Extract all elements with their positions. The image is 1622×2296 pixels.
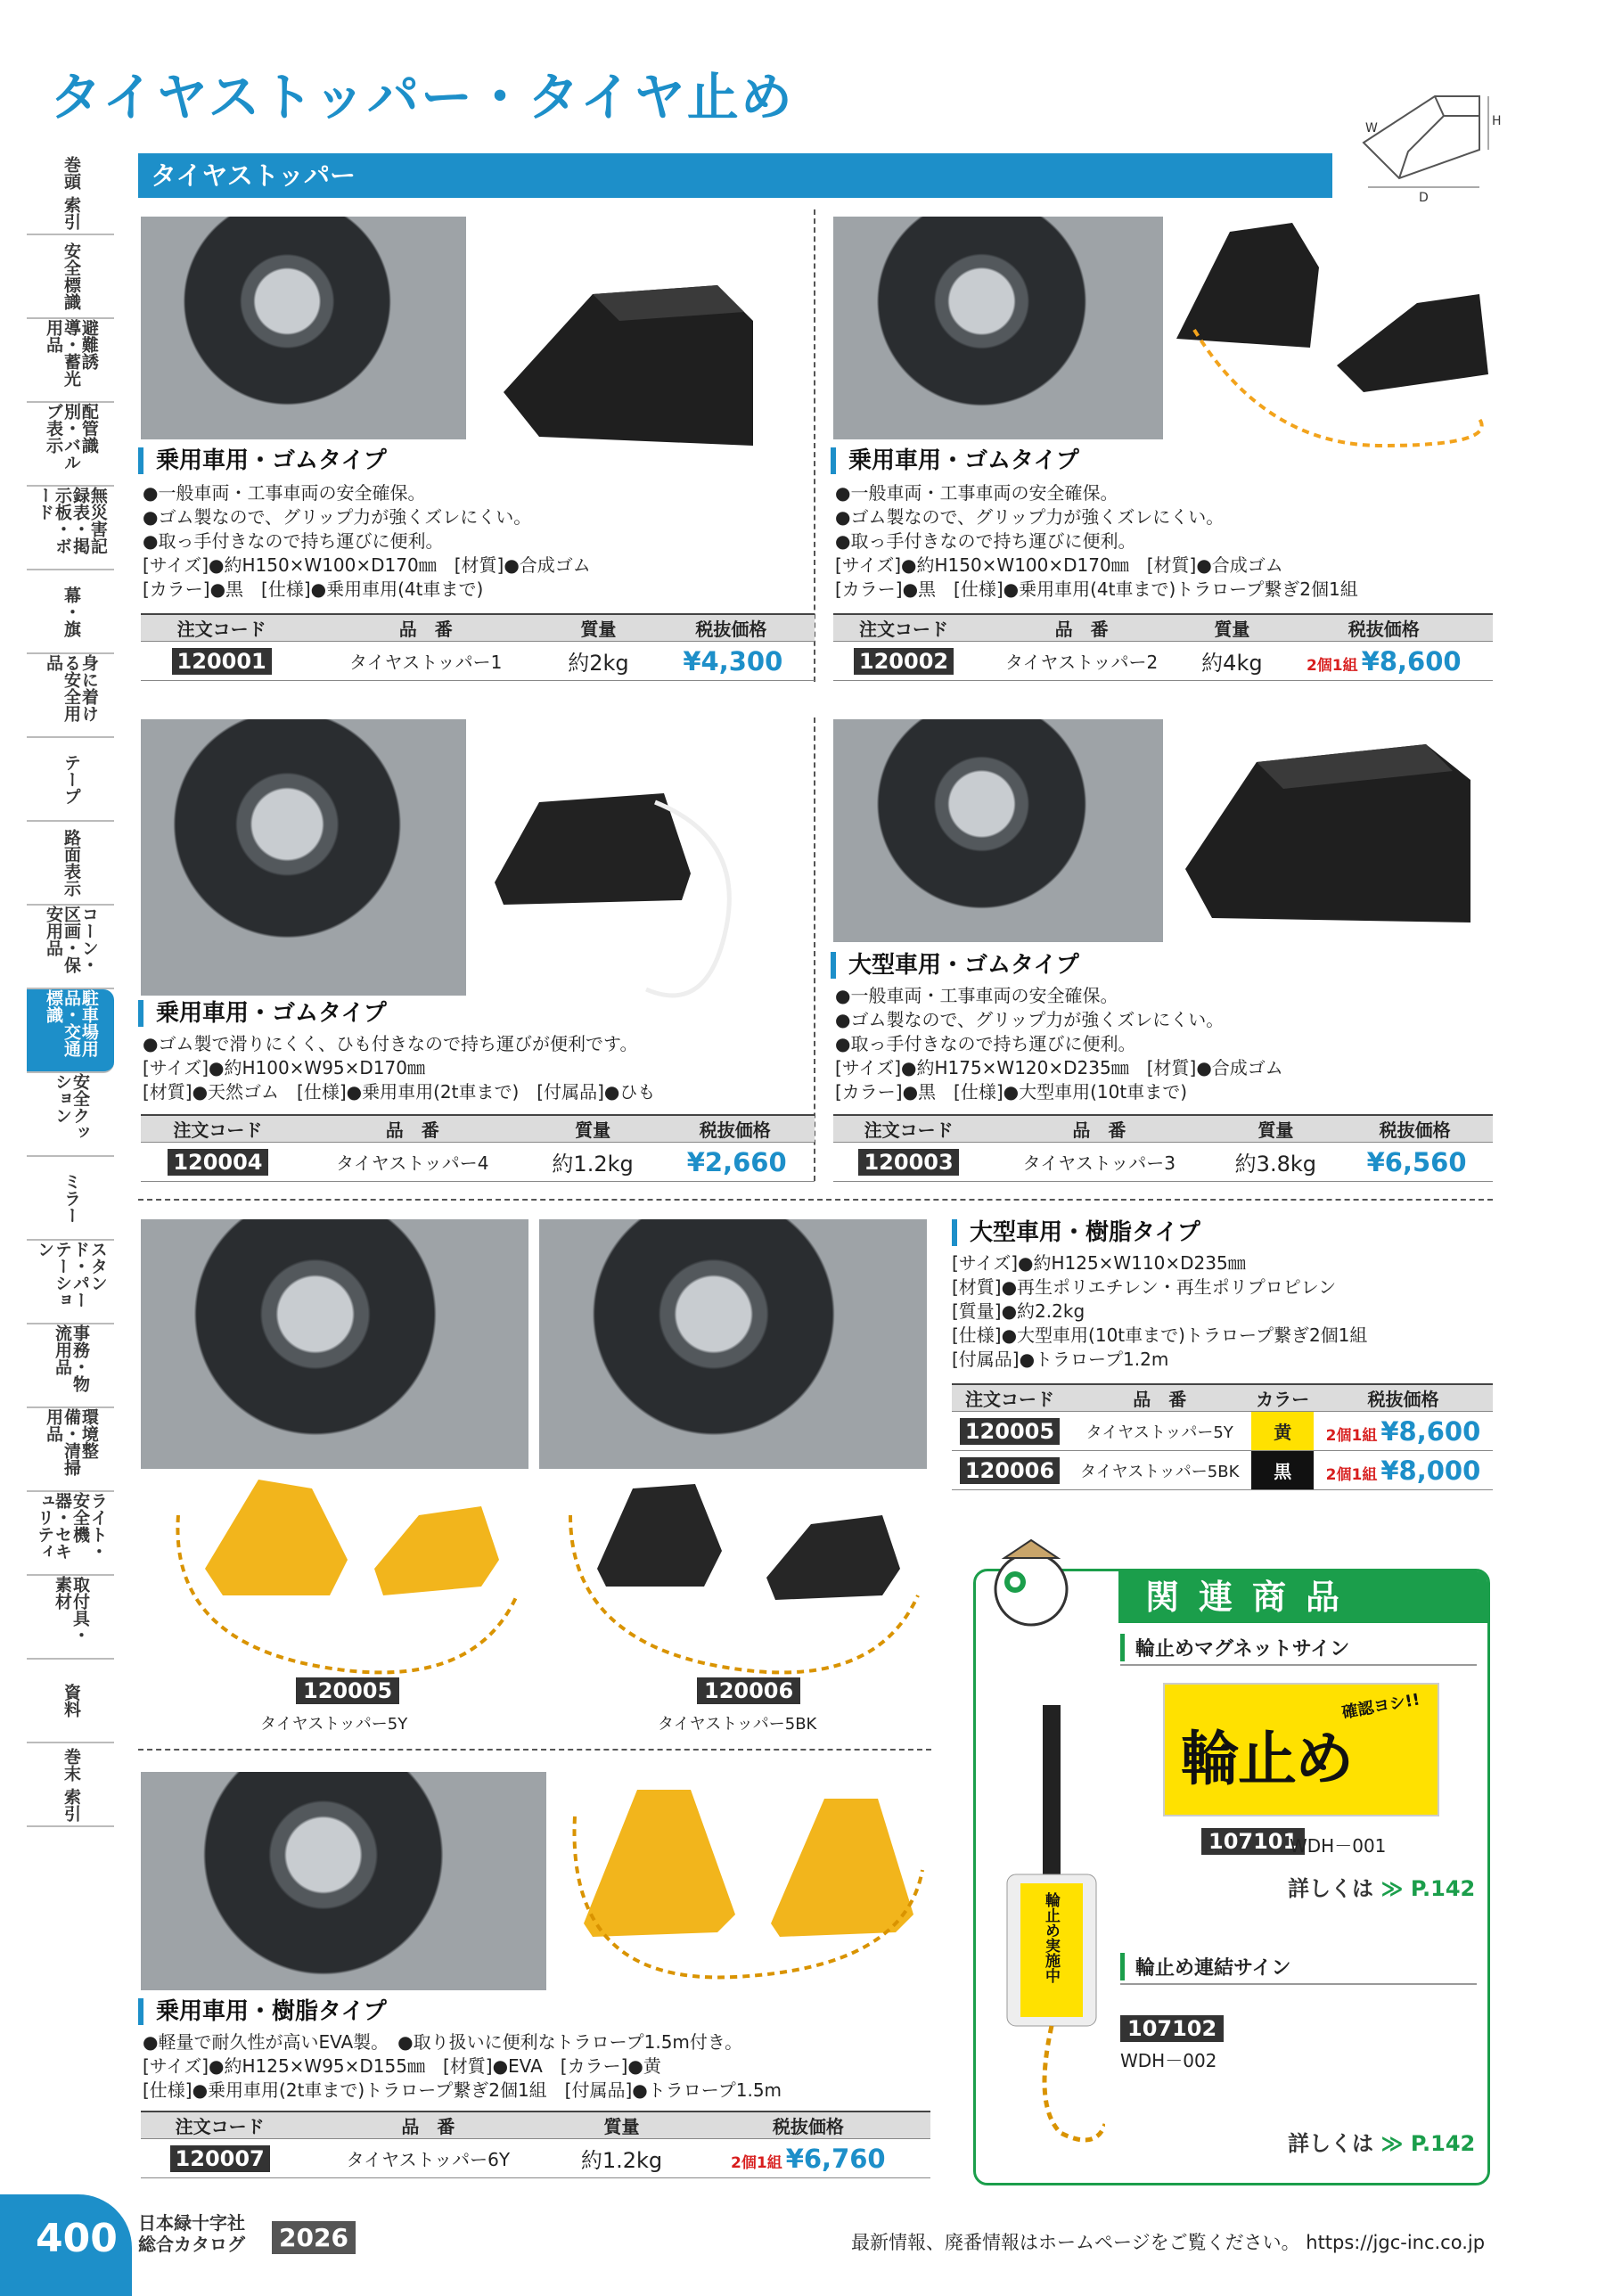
side-index-item[interactable]: 路面表示 <box>27 822 114 906</box>
product-title: 乗用車用・ゴムタイプ <box>831 447 1079 474</box>
company-name: 日本緑十字社 総合カタログ <box>138 2212 245 2255</box>
side-index-item[interactable]: ライト・安全機器・セキュリティ <box>27 1492 114 1576</box>
product-description: ●一般車両・工事車両の安全確保。 ●ゴム製なので、グリップ力が強くズレにくい。 ●取っ手付きなので持ち運びに便利。 [サイズ]●約H150×W100×D170㎜ [材質]●合成ゴム [カラー]●黒 [仕様]●乗用車用(4t車まで) <box>143 482 591 600</box>
diagram-h-label: H <box>1492 114 1502 128</box>
product-table: 注文コード 品 番 カラー 税抜価格 120005 タイヤストッパー5Y 黄 2個1組 ¥8,600 120006 タイヤストッパー5BK 黒 2個1組 ¥8,000 <box>952 1383 1493 1490</box>
side-index <box>27 152 114 1827</box>
sign-badge: 確認ヨシ!! <box>1340 1690 1421 1723</box>
table-row: 120007 タイヤストッパー6Y 約1.2kg 2個1組 ¥6,760 <box>141 2139 930 2178</box>
footer-note: 最新情報、廃番情報はホームページをご覧ください。 https://jgc-inc.co.jp <box>851 2232 1486 2253</box>
section-band: タイヤストッパー <box>138 153 1332 198</box>
side-index-item[interactable]: 資料 <box>27 1660 114 1743</box>
product-photo <box>544 1462 936 1693</box>
divider <box>814 209 815 682</box>
product-code-tag: 107101 <box>1201 1828 1305 1855</box>
product-description: ●一般車両・工事車両の安全確保。 ●ゴム製なので、グリップ力が強くズレにくい。 ●取っ手付きなので持ち運びに便利。 [サイズ]●約H175×W120×D235㎜ [材質]●合成ゴム [カラー]●黒 [仕様]●大型車用(10t車まで) <box>835 985 1283 1103</box>
product-title: 乗用車用・ゴムタイプ <box>138 447 387 474</box>
side-index-item[interactable]: テープ <box>27 738 114 822</box>
product-photo-mounted <box>539 1219 927 1469</box>
side-index-item[interactable]: 無災害記録表・掲示板・ボード <box>27 487 114 570</box>
side-index-item[interactable]: 配管識別・バルブ表示 <box>27 403 114 487</box>
divider <box>1120 1983 1477 1985</box>
product-table: 注文コード 品 番 質量 税抜価格 120002 タイヤストッパー2 約4kg 2個1組 ¥8,600 <box>833 613 1493 681</box>
side-index-item[interactable]: 巻末 索引 <box>27 1743 114 1827</box>
related-heading: 関連商品 <box>1118 1571 1487 1623</box>
divider <box>138 1749 931 1751</box>
product-photo-mounted <box>833 719 1163 942</box>
side-index-item[interactable]: 事務・物流用品 <box>27 1324 114 1408</box>
side-index-item-active[interactable]: 駐車場用品・交通標識 <box>27 989 114 1073</box>
product-code-tag: 107102 <box>1120 2015 1224 2042</box>
product-table: 注文コード 品 番 質量 税抜価格 120001 タイヤストッパー1 約2kg ¥4,300 <box>141 613 815 681</box>
divider <box>138 1199 1493 1201</box>
diagram-w-label: W <box>1365 121 1378 135</box>
product-table: 注文コード 品 番 質量 税抜価格 120004 タイヤストッパー4 約1.2kg ¥2,660 <box>141 1114 815 1182</box>
product-photo <box>486 267 780 455</box>
table-row: 120001 タイヤストッパー1 約2kg ¥4,300 <box>141 642 815 681</box>
table-row: 120004 タイヤストッパー4 約1.2kg ¥2,660 <box>141 1143 815 1182</box>
product-description: ●一般車両・工事車両の安全確保。 ●ゴム製なので、グリップ力が強くズレにくい。 ●取っ手付きなので持ち運びに便利。 [サイズ]●約H150×W100×D170㎜ [材質]●合成ゴム [カラー]●黒 [仕様]●乗用車用(4t車まで)トラロープ繋ぎ2個1組 <box>835 482 1358 600</box>
product-code-tag: 120005 <box>296 1677 399 1704</box>
see-more-link[interactable]: 詳しくは ≫ P.142 <box>1288 2131 1476 2156</box>
table-row: 120003 タイヤストッパー3 約3.8kg ¥6,560 <box>833 1143 1493 1182</box>
divider <box>1120 1664 1477 1666</box>
side-index-item[interactable]: 身に着ける安全用品 <box>27 654 114 738</box>
page-title: タイヤストッパー・タイヤ止め <box>50 67 794 127</box>
product-name-label: タイヤストッパー5BK <box>658 1715 817 1734</box>
product-photo-mounted <box>141 1772 546 1990</box>
product-photo <box>1159 214 1497 508</box>
catalog-year: 2026 <box>272 2221 356 2254</box>
side-index-item[interactable]: 巻頭 索引 <box>27 152 114 235</box>
side-index-item[interactable]: 避難誘導・蓄光用品 <box>27 319 114 403</box>
product-photo-mounted <box>141 217 466 439</box>
side-index-item[interactable]: 安全標識 <box>27 235 114 319</box>
diagram-d-label: D <box>1419 191 1429 205</box>
product-description: ●軽量で耐久性が高いEVA製。 ●取り扱いに便利なトラロープ1.5m付き。 [サイズ]●約H125×W95×D155㎜ [材質]●EVA [カラー]●黄 [仕様]●乗用車用(2t車まで)トラロープ繋ぎ2個1組 [付属品]●トラロープ1.5m <box>143 2031 782 2101</box>
product-model-label: WDH－002 <box>1120 2050 1217 2071</box>
chain-sign-text: 輪止め実施中 <box>1042 1892 1060 1983</box>
product-table: 注文コード 品 番 質量 税抜価格 120007 タイヤストッパー6Y 約1.2kg 2個1組 ¥6,760 <box>141 2111 930 2178</box>
magnet-sign: 輪止め 確認ヨシ!! <box>1163 1683 1439 1816</box>
dimension-diagram <box>1346 80 1506 205</box>
related-item-title: 輪止め連結サイン <box>1120 1953 1290 1980</box>
related-products-box <box>973 1569 1490 2185</box>
table-row: 120002 タイヤストッパー2 約4kg 2個1組 ¥8,600 <box>833 642 1493 681</box>
side-index-item[interactable]: コーン・区画・保安用品 <box>27 906 114 989</box>
see-more-link[interactable]: 詳しくは ≫ P.142 <box>1288 1876 1476 1901</box>
product-photo <box>143 1462 535 1693</box>
product-name-label: タイヤストッパー5Y <box>260 1715 408 1734</box>
product-title: 大型車用・樹脂タイプ <box>952 1219 1200 1246</box>
product-description: [サイズ]●約H125×W110×D235㎜ [材質]●再生ポリエチレン・再生ポリプロピレン [質量]●約2.2kg [仕様]●大型車用(10t車まで)トラロープ繋ぎ2個1組 [付属品]●トラロープ1.2m <box>952 1252 1368 1370</box>
mascot-icon <box>978 1527 1085 1634</box>
product-photo <box>557 1763 931 1995</box>
side-index-item[interactable]: 取付具・素材 <box>27 1576 114 1660</box>
product-photo-mounted <box>141 719 466 996</box>
product-photo <box>477 749 789 998</box>
table-row: 120005 タイヤストッパー5Y 黄 2個1組 ¥8,600 <box>952 1412 1493 1451</box>
side-index-item[interactable]: 環境整備・清掃用品 <box>27 1408 114 1492</box>
product-title: 乗用車用・ゴムタイプ <box>138 1000 387 1027</box>
product-photo-mounted <box>141 1219 528 1469</box>
page-number: 400 <box>0 2194 132 2296</box>
product-model-label: WDH－001 <box>1290 1835 1387 1857</box>
product-code-tag: 120006 <box>697 1677 800 1704</box>
side-index-item[interactable]: 安全クッション <box>27 1073 114 1157</box>
side-index-item[interactable]: ミラー <box>27 1157 114 1241</box>
table-row: 120006 タイヤストッパー5BK 黒 2個1組 ¥8,000 <box>952 1451 1493 1490</box>
product-title: 乗用車用・樹脂タイプ <box>138 1998 387 2025</box>
side-index-item[interactable]: スタンド・パーテーション <box>27 1241 114 1324</box>
product-table: 注文コード 品 番 質量 税抜価格 120003 タイヤストッパー3 約3.8kg ¥6,560 <box>833 1114 1493 1182</box>
product-photo <box>1176 726 1497 949</box>
product-photo-mounted <box>833 217 1163 439</box>
side-index-item[interactable]: 幕・旗 <box>27 570 114 654</box>
related-item-title: 輪止めマグネットサイン <box>1120 1634 1349 1661</box>
product-title: 大型車用・ゴムタイプ <box>831 952 1079 979</box>
divider <box>814 718 815 1181</box>
product-description: ●ゴム製で滑りにくく、ひも付きなので持ち運びが便利です。 [サイズ]●約H100×W95×D170㎜ [材質]●天然ゴム [仕様]●乗用車用(2t車まで) [付属品]●ひも <box>143 1033 656 1103</box>
